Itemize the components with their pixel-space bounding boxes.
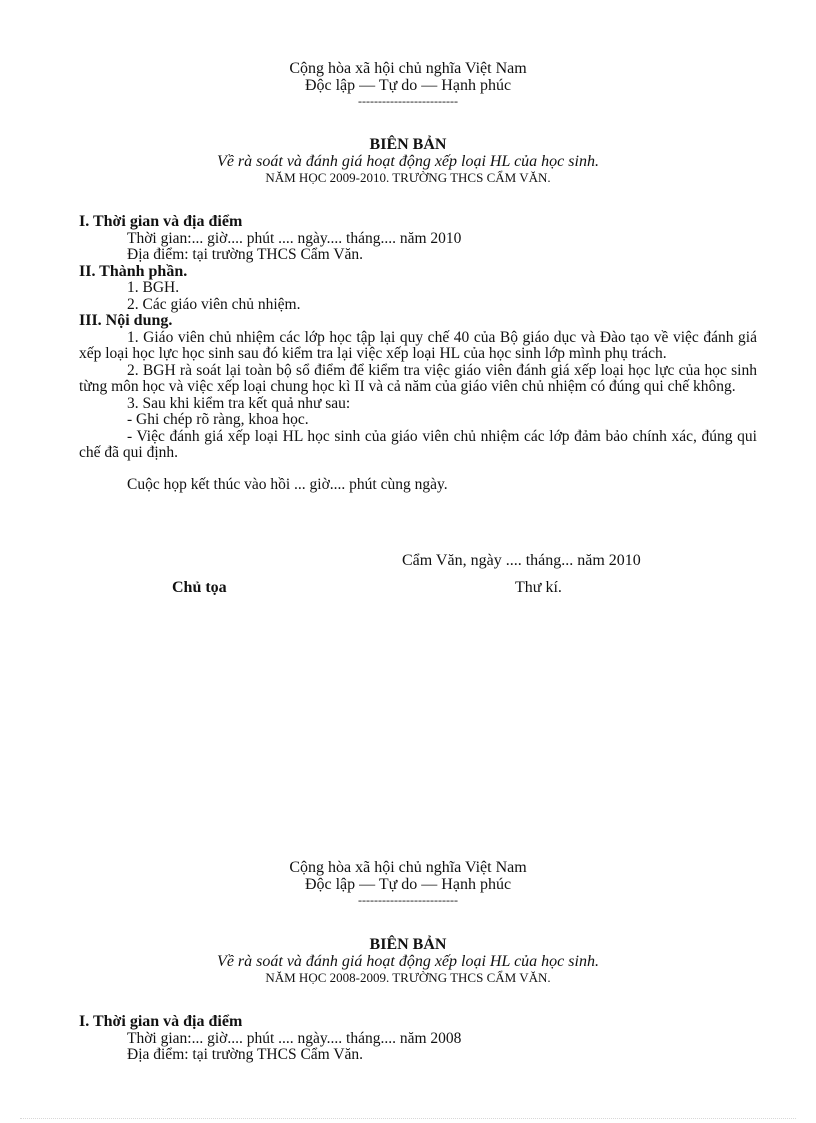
content-paragraph: - Việc đánh giá xếp loại HL học sinh của giáo viên chủ nhiệm các lớp đảm bảo chính xác, đúng qui chế đã qui định. [79, 427, 757, 461]
header-rule: ------------------------- [358, 94, 458, 108]
section-heading-time-place: I. Thời gian và địa điểm [79, 213, 243, 230]
secretary-signature-label: Thư kí. [515, 579, 562, 596]
document-subtitle: Về rà soát và đánh giá hoạt động xếp loại HL của học sinh. [217, 153, 599, 170]
national-header [0, 60, 816, 108]
header-motto-line: Độc lập — Tự do — Hạnh phúc [304, 876, 512, 893]
content-paragraph: 2. BGH rà soát lại toàn bộ sổ điểm để kiểm tra việc giáo viên đánh giá xếp loại học lực của học sinh từng môn học và việc xếp loại chung học kì II và cả năm của giáo viên chủ nhiệm có đúng qui chế không. [79, 361, 757, 395]
member-item: 2. Các giáo viên chủ nhiệm. [127, 295, 301, 313]
header-country-line: Cộng hòa xã hội chủ nghĩa Việt Nam [289, 859, 527, 876]
header-country-line: Cộng hòa xã hội chủ nghĩa Việt Nam [289, 60, 527, 77]
content-paragraph: 3. Sau khi kiểm tra kết quả như sau: [127, 394, 351, 412]
time-line: Thời gian:... giờ.... phút .... ngày.... tháng.... năm 2010 [127, 229, 462, 247]
content-paragraph: - Ghi chép rõ ràng, khoa học. [127, 411, 309, 428]
document-title: BIÊN BẢN [369, 936, 447, 953]
header-motto-line: Độc lập — Tự do — Hạnh phúc [304, 77, 512, 94]
school-year-line: NĂM HỌC 2008-2009. TRƯỜNG THCS CẨM VĂN. [265, 970, 551, 985]
document-title: BIÊN BẢN [369, 136, 447, 153]
place-line: Địa điểm: tại trường THCS Cẩm Văn. [127, 1046, 364, 1063]
school-year-line: NĂM HỌC 2009-2010. TRƯỜNG THCS CẨM VĂN. [265, 170, 551, 185]
time-line: Thời gian:... giờ.... phút .... ngày.... tháng.... năm 2008 [127, 1029, 462, 1047]
document-body [79, 214, 757, 493]
document-title-block [0, 136, 816, 186]
section-heading-members: II. Thành phần. [79, 262, 188, 280]
document-body-2 [79, 1014, 757, 1064]
page-bottom-rule [20, 1118, 796, 1119]
place-date-line: Cẩm Văn, ngày .... tháng... năm 2010 [402, 552, 641, 569]
chair-signature-label: Chủ tọa [172, 579, 227, 596]
section-heading-content: III. Nội dung. [79, 312, 173, 329]
content-paragraph: 1. Giáo viên chủ nhiệm các lớp học tập lại quy chế 40 của Bộ giáo dục và Đào tạo về việc đánh giá xếp loại học lực học sinh sau đó kiểm tra lại việc xếp loại HL của học sinh lớp mình phụ trách. [79, 328, 757, 362]
member-item: 1. BGH. [127, 279, 180, 296]
section-heading-time-place: I. Thời gian và địa điểm [79, 1013, 243, 1030]
header-rule: ------------------------- [358, 893, 458, 907]
national-header-2 [0, 859, 816, 907]
document-subtitle: Về rà soát và đánh giá hoạt động xếp loại HL của học sinh. [217, 953, 599, 970]
place-line: Địa điểm: tại trường THCS Cẩm Văn. [127, 246, 364, 263]
closing-line: Cuộc họp kết thúc vào hồi ... giờ.... phút cùng ngày. [127, 475, 448, 493]
document-title-block-2 [0, 936, 816, 986]
